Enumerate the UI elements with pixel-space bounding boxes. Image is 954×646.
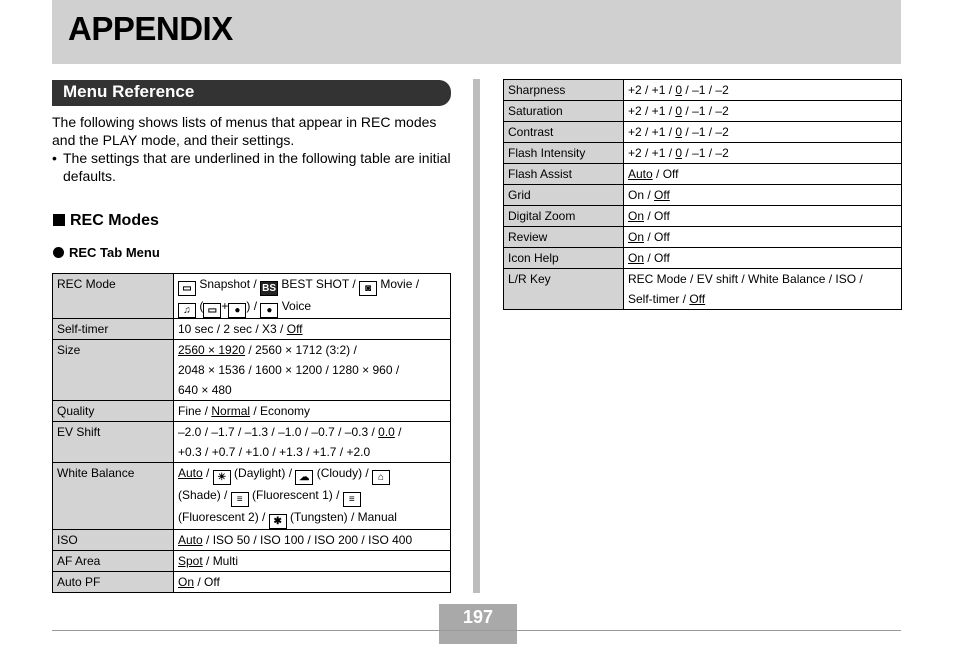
snapshot-icon: ▭: [178, 281, 196, 296]
value-text: / Economy: [250, 404, 311, 418]
row-value: [624, 185, 902, 206]
sep: /: [202, 466, 213, 480]
table-row: [504, 164, 902, 185]
table-row: [53, 530, 451, 551]
row-key: Auto PF: [53, 572, 174, 593]
value-text: Fine /: [178, 404, 212, 418]
fluorescent-2-icon: ≡: [343, 492, 361, 507]
voice-icon: ●: [260, 303, 278, 318]
row-key: Contrast: [504, 122, 624, 143]
value-text: +2 / +1 /: [628, 83, 676, 97]
value-text: /: [394, 425, 402, 439]
fluorescent-2-label: (Fluorescent 2) /: [178, 510, 269, 524]
row-key: Grid: [504, 185, 624, 206]
table-row: [53, 422, 451, 463]
plus-sign: +: [221, 299, 229, 313]
value-text: / 2560 × 1712 (3:2) /: [245, 343, 357, 357]
default-value: Auto: [178, 466, 203, 480]
movie-icon: ◙: [359, 281, 377, 296]
circle-bullet-icon: [53, 247, 64, 258]
voice-label: Voice: [281, 299, 312, 313]
table-row: [504, 122, 902, 143]
table-row: [504, 248, 902, 269]
row-value: [624, 164, 902, 185]
value-text: / –1 / –2: [682, 104, 729, 118]
intro-paragraph: The following shows lists of menus that appear in REC modes and the PLAY mode, and their settings.: [52, 114, 437, 148]
microphone-icon: ●: [228, 303, 246, 318]
snapshot-small-icon: ▭: [203, 303, 221, 318]
intro-text: [52, 113, 452, 185]
table-row: [53, 572, 451, 593]
default-value: On: [628, 209, 645, 223]
row-value: [174, 530, 451, 551]
page-number: 197: [439, 604, 517, 630]
row-value: [174, 401, 451, 422]
row-key: AF Area: [53, 551, 174, 572]
default-value: Spot: [178, 554, 203, 568]
value-text: 640 × 480: [178, 383, 232, 397]
default-value: On: [628, 251, 645, 265]
default-value: 0.0: [378, 425, 395, 439]
value-text: / Multi: [202, 554, 239, 568]
bestshot-icon: BS: [260, 281, 278, 296]
rec-modes-label: REC Modes: [70, 212, 159, 229]
fluorescent-1-icon: ≡: [231, 492, 249, 507]
row-key: REC Mode: [53, 274, 174, 319]
default-value: On: [178, 575, 195, 589]
rec-modes-heading: [53, 212, 159, 230]
default-value: 0: [675, 125, 683, 139]
table-row: [504, 227, 902, 248]
value-text: / ISO 50 / ISO 100 / ISO 200 / ISO 400: [202, 533, 413, 547]
cloudy-icon: ☁: [295, 470, 313, 485]
table-row: [504, 143, 902, 164]
table-row: [53, 551, 451, 572]
row-value: [624, 122, 902, 143]
row-value: [624, 248, 902, 269]
rec-tab-label: REC Tab Menu: [69, 245, 160, 260]
value-text: +2 / +1 /: [628, 104, 676, 118]
row-value: [624, 269, 902, 310]
fluorescent-1-label: (Fluorescent 1) /: [248, 488, 340, 502]
table-row: [504, 206, 902, 227]
value-text: / –1 / –2: [682, 125, 729, 139]
row-key: Saturation: [504, 101, 624, 122]
row-value: [624, 227, 902, 248]
row-value: [624, 143, 902, 164]
default-value: Off: [689, 292, 706, 306]
page-title: APPENDIX: [68, 10, 233, 47]
shade-label: (Shade) /: [178, 488, 231, 502]
default-value: 0: [675, 146, 683, 160]
value-text: –2.0 / –1.7 / –1.3 / –1.0 / –0.7 / –0.3 /: [178, 425, 379, 439]
row-value: [624, 80, 902, 101]
movie-label: Movie: [380, 277, 413, 291]
daylight-label: (Daylight) /: [230, 466, 296, 480]
table-row: [504, 269, 902, 310]
bestshot-label: BEST SHOT: [281, 277, 349, 291]
value-text: / Off: [644, 230, 670, 244]
row-value: [624, 101, 902, 122]
row-value: [174, 274, 451, 319]
default-value: On: [628, 230, 645, 244]
value-text: / –1 / –2: [682, 83, 729, 97]
row-value: [174, 319, 451, 340]
paren-open: (: [196, 299, 204, 313]
default-value: Auto: [628, 167, 653, 181]
value-text: / Off: [652, 167, 679, 181]
row-key: Self-timer: [53, 319, 174, 340]
value-text: 10 sec / 2 sec / X3 /: [178, 322, 287, 336]
rec-tab-table-continued: [503, 79, 902, 310]
row-key: ISO: [53, 530, 174, 551]
value-text: +2 / +1 /: [628, 125, 676, 139]
default-value: Off: [286, 322, 303, 336]
audio-snapshot-icon: ♫: [178, 303, 196, 318]
intro-bullet: [52, 149, 452, 185]
table-row: [504, 101, 902, 122]
page-number-strip: [439, 631, 517, 644]
default-value: Off: [654, 188, 670, 202]
value-text: / Off: [194, 575, 220, 589]
rec-tab-table: [52, 273, 451, 593]
default-value: Auto: [178, 533, 203, 547]
row-value: [624, 206, 902, 227]
paren-close: ) /: [246, 299, 261, 313]
value-text: REC Mode / EV shift / White Balance / ISO /: [628, 272, 863, 286]
column-divider: [473, 79, 480, 593]
value-text: Self-timer /: [628, 292, 690, 306]
tungsten-label: (Tungsten) / Manual: [286, 510, 397, 524]
value-text: +0.3 / +0.7 / +1.0 / +1.3 / +1.7 / +2.0: [178, 445, 371, 459]
cloudy-label: (Cloudy) /: [313, 466, 373, 480]
default-value: 2560 × 1920: [178, 343, 246, 357]
row-key: Size: [53, 340, 174, 401]
row-key: Flash Intensity: [504, 143, 624, 164]
bullet-text: The settings that are underlined in the following table are initial defaults.: [63, 150, 451, 184]
table-row: [504, 80, 902, 101]
row-value: [174, 340, 451, 401]
table-row: [53, 401, 451, 422]
shade-icon: ⌂: [372, 470, 390, 485]
row-key: L/R Key: [504, 269, 624, 310]
value-text: On /: [628, 188, 655, 202]
daylight-icon: ☀: [213, 470, 231, 485]
sep: /: [250, 277, 261, 291]
table-row: [504, 185, 902, 206]
default-value: 0: [675, 83, 683, 97]
rec-tab-heading: [53, 245, 160, 260]
tungsten-icon: ✱: [269, 514, 287, 529]
snapshot-label: Snapshot: [199, 277, 251, 291]
row-key: Flash Assist: [504, 164, 624, 185]
table-row: [53, 274, 451, 319]
table-row: [53, 319, 451, 340]
table-row: [53, 340, 451, 401]
value-text: / Off: [644, 251, 670, 265]
row-key: Icon Help: [504, 248, 624, 269]
square-bullet-icon: [53, 214, 65, 226]
default-value: Normal: [211, 404, 251, 418]
row-value: [174, 572, 451, 593]
table-row: [53, 463, 451, 530]
bullet-symbol: •: [52, 150, 57, 166]
row-value: [174, 422, 451, 463]
row-key: Review: [504, 227, 624, 248]
row-key: EV Shift: [53, 422, 174, 463]
row-value: [174, 551, 451, 572]
value-text: 2048 × 1536 / 1600 × 1200 / 1280 × 960 /: [178, 363, 400, 377]
value-text: / Off: [644, 209, 670, 223]
row-key: White Balance: [53, 463, 174, 530]
sep: /: [412, 277, 420, 291]
value-text: / –1 / –2: [682, 146, 729, 160]
sep: /: [349, 277, 360, 291]
row-key: Quality: [53, 401, 174, 422]
row-value: [174, 463, 451, 530]
section-title: Menu Reference: [63, 82, 195, 101]
row-key: Sharpness: [504, 80, 624, 101]
row-key: Digital Zoom: [504, 206, 624, 227]
value-text: +2 / +1 /: [628, 146, 676, 160]
default-value: 0: [675, 104, 683, 118]
